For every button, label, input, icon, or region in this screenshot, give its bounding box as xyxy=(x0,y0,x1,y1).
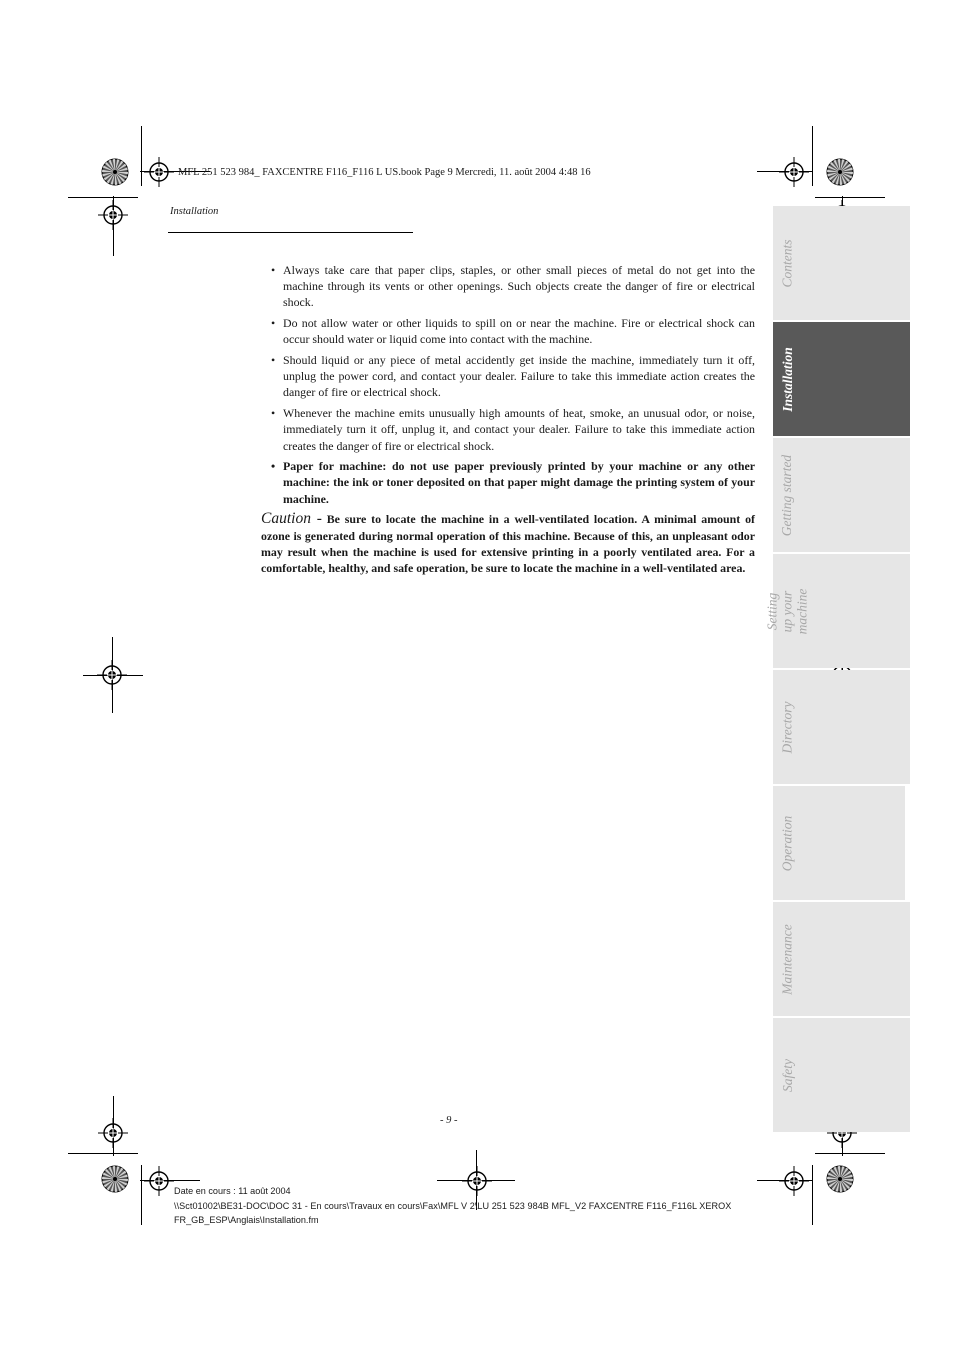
footer-date: Date en cours : 11 août 2004 xyxy=(174,1186,291,1196)
tab-label: Getting started xyxy=(779,454,795,536)
registration-target-icon xyxy=(98,200,128,230)
file-info: MFL 251 523 984_ FAXCENTRE F116_F116 L US.book Page 9 Mercredi, 11. août 2004 4:48 16 xyxy=(178,167,591,178)
caution-note xyxy=(261,511,755,576)
tab-maintenance[interactable] xyxy=(773,902,910,1016)
tab-label: Installation xyxy=(779,346,795,412)
star-target-icon xyxy=(826,1165,854,1193)
crop-mark xyxy=(68,1153,138,1154)
tab-label: Safety xyxy=(779,1058,795,1092)
section-title: Installation xyxy=(170,206,219,217)
list-item: • Always take care that paper clips, staples, or other small pieces of metal do not get into the machine through its vents or other openings. Such objects create the danger of fire or electrical shock. xyxy=(261,262,755,311)
crop-mark xyxy=(815,1153,885,1154)
tab-setting-up[interactable] xyxy=(764,554,910,668)
page-number: - 9 - xyxy=(440,1115,458,1126)
registration-target-icon xyxy=(779,157,809,187)
list-item: • Paper for machine: do not use paper previously printed by your machine or any other machine: the ink or toner deposited on that paper might damage the printing system of your machine. xyxy=(261,458,755,507)
crop-mark xyxy=(141,126,142,186)
list-item: • Should liquid or any piece of metal accidently get inside the machine, immediately turn it off, unplug the power cord, and contact your dealer. Failure to take this immediate action creates the danger of fire or electrical shock. xyxy=(261,352,755,401)
tab-operation[interactable] xyxy=(773,786,905,900)
tab-label: Operation xyxy=(779,815,795,871)
caution-label: Caution - xyxy=(261,510,322,528)
tab-getting-started[interactable] xyxy=(773,438,910,552)
registration-target-icon xyxy=(97,660,127,690)
star-target-icon xyxy=(826,158,854,186)
tab-directory[interactable] xyxy=(773,670,910,784)
page-content xyxy=(261,262,755,576)
header-rule xyxy=(168,232,413,233)
crop-mark xyxy=(812,1165,813,1225)
tab-installation[interactable] xyxy=(773,322,910,436)
footer-info xyxy=(174,1184,778,1228)
tab-label: Contents xyxy=(779,238,795,288)
registration-target-icon xyxy=(144,157,174,187)
registration-target-icon xyxy=(98,1118,128,1148)
tab-contents[interactable] xyxy=(773,206,910,320)
tab-label: Setting up your machine xyxy=(764,588,810,634)
footer-file: FR_GB_ESP\Anglais\Installation.fm xyxy=(174,1215,319,1225)
list-item: • Do not allow water or other liquids to spill on or near the machine. Fire or electrical shock can occur should water or liquid come into contact with the machine. xyxy=(261,315,755,347)
registration-target-icon xyxy=(144,1166,174,1196)
crop-mark xyxy=(815,197,885,198)
tab-safety[interactable] xyxy=(773,1018,910,1132)
tab-label: Maintenance xyxy=(779,923,795,995)
star-target-icon xyxy=(101,1165,129,1193)
crop-mark xyxy=(68,197,138,198)
star-target-icon xyxy=(101,158,129,186)
safety-list xyxy=(261,262,755,507)
registration-target-icon xyxy=(779,1166,809,1196)
crop-mark xyxy=(141,1165,142,1225)
crop-mark xyxy=(812,126,813,186)
footer-path: \\Sct01002\BE31-DOC\DOC 31 - En cours\Travaux en cours\Fax\MFL V 2\LU 251 523 984B MFL_V2 FAXCENTRE F116_F116L XEROX xyxy=(174,1200,732,1211)
caution-text: Be sure to locate the machine in a well-ventilated location. A minimal amount of ozone is generated during normal operation of this machine. Because of this, an unpleasant odor may result when the machine is used for extensive printing in a poorly ventilated area. For a comfortable, healthy, and safe operation, be sure to locate the machine in a well-ventilated area. xyxy=(261,512,755,575)
tab-label: Directory xyxy=(779,701,795,753)
list-item: • Whenever the machine emits unusually high amounts of heat, smoke, an unusual odor, or noise, immediately turn it off, unplug it, and contact your dealer. Failure to take this immediate action creates the danger of fire or electrical shock. xyxy=(261,405,755,454)
